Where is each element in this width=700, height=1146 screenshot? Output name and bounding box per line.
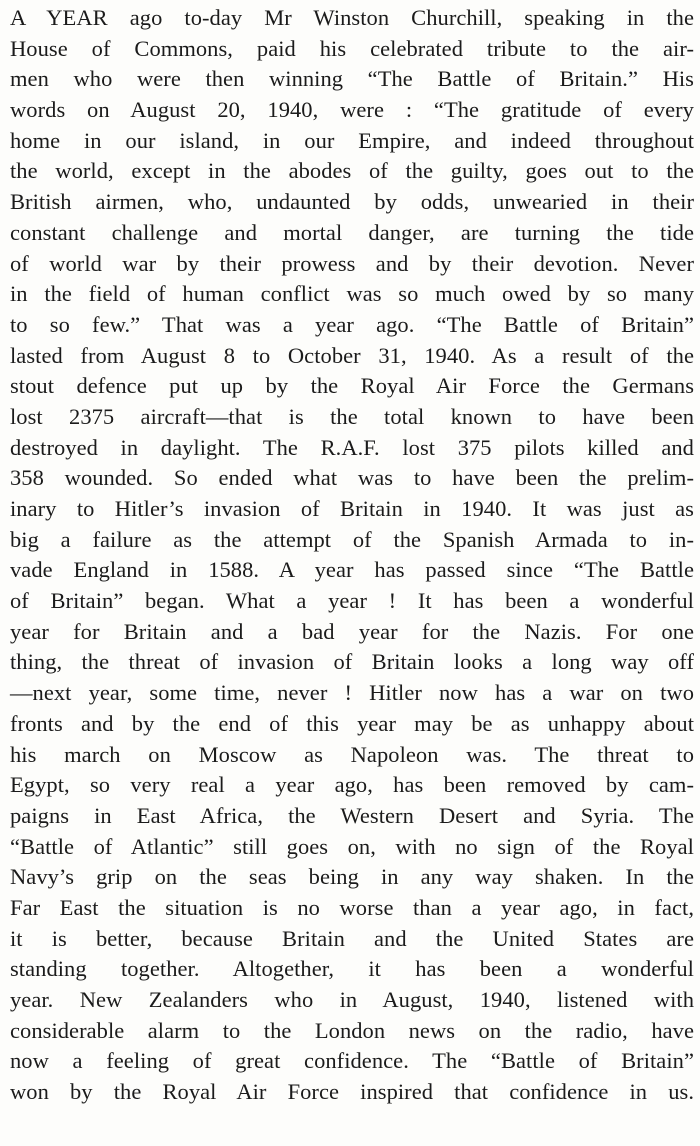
text-line: —next year, some time, never ! Hitler now has a war on two — [10, 680, 694, 706]
text-line: constant challenge and mortal danger, are turning the tide — [10, 219, 694, 245]
text-line: standing together. Altogether, it has been a wonderful — [10, 956, 694, 982]
text-line: year. New Zealanders who in August, 1940, listened with — [10, 987, 694, 1012]
text-line: “Battle of Atlantic” still goes on, with no sign of the Royal — [10, 833, 694, 859]
text-line: A YEAR ago to-day Mr Winston Churchill, speaking in the — [10, 5, 694, 30]
text-line: home in our island, in our Empire, and indeed throughout — [10, 127, 694, 153]
text-line: Navy’s grip on the seas being in any way shaken. In the — [10, 864, 694, 890]
text-line: British airmen, who, undaunted by odds, unwearied in their — [10, 189, 694, 215]
text-line: men who were then winning “The Battle of Britain.” His — [10, 66, 694, 92]
text-line: it is better, because Britain and the United States are — [10, 925, 694, 951]
text-line: vade England in 1588. A year has passed since “The Battle — [10, 557, 694, 583]
text-line: won by the Royal Air Force inspired that confidence in us. — [10, 1079, 694, 1105]
text-line: fronts and by the end of this year may be as unhappy about — [10, 710, 694, 736]
text-line: Far East the situation is no worse than a year ago, in fact, — [10, 894, 694, 920]
text-line: lost 2375 aircraft—that is the total known to have been — [10, 403, 694, 429]
text-line: stout defence put up by the Royal Air Force the Germans — [10, 373, 694, 399]
text-line: House of Commons, paid his celebrated tribute to the air- — [10, 35, 694, 61]
text-line: now a feeling of great confidence. The “Battle of Britain” — [10, 1048, 694, 1074]
text-line: words on August 20, 1940, were : “The gratitude of every — [10, 97, 694, 123]
text-line: 358 wounded. So ended what was to have been the prelim- — [10, 465, 694, 491]
text-line: to so few.” That was a year ago. “The Battle of Britain” — [10, 311, 694, 337]
text-line: inary to Hitler’s invasion of Britain in 1940. It was just as — [10, 496, 694, 521]
text-line: destroyed in daylight. The R.A.F. lost 375 pilots killed and — [10, 434, 694, 460]
text-line: of world war by their prowess and by their devotion. Never — [10, 250, 694, 276]
text-line: Egypt, so very real a year ago, has been removed by cam- — [10, 772, 694, 798]
text-line: year for Britain and a bad year for the Nazis. For one — [10, 618, 694, 644]
text-line: in the field of human conflict was so much owed by so many — [10, 281, 694, 307]
text-line: paigns in East Africa, the Western Desert and Syria. The — [10, 802, 694, 828]
text-line: thing, the threat of invasion of Britain looks a long way off — [10, 649, 694, 675]
text-line: big a failure as the attempt of the Spanish Armada to in- — [10, 526, 694, 552]
text-line: the world, except in the abodes of the guilty, goes out to the — [10, 158, 694, 184]
text-line: his march on Moscow as Napoleon was. The threat to — [10, 741, 694, 767]
text-line: of Britain” began. What a year ! It has been a wonderful — [10, 588, 694, 614]
article-text — [10, 3, 694, 1108]
text-line: lasted from August 8 to October 31, 1940. As a result of the — [10, 342, 694, 368]
text-line: considerable alarm to the London news on the radio, have — [10, 1017, 694, 1043]
